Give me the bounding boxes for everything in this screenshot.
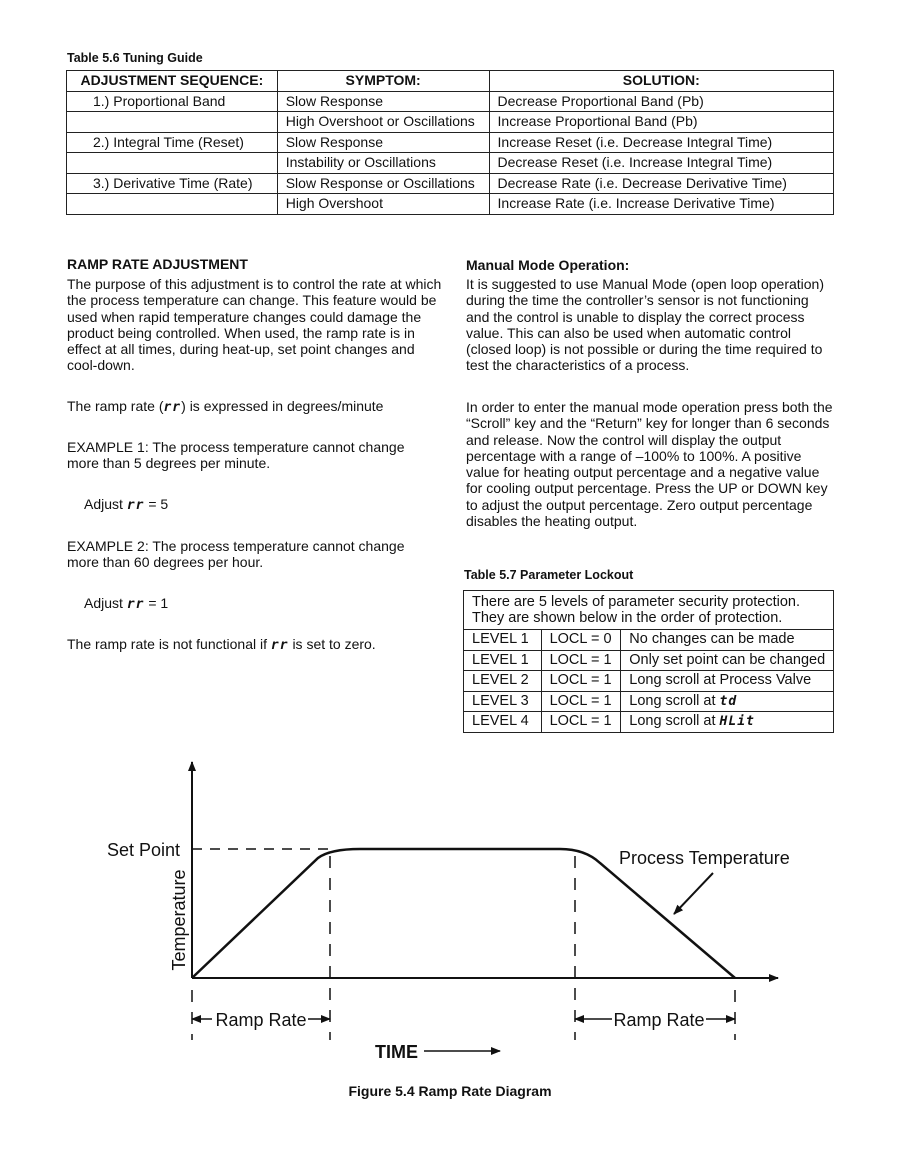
ramp-expressed-after: ) is expressed in degrees/minute bbox=[181, 398, 384, 414]
parameter-lockout-table bbox=[463, 590, 834, 733]
level-cell: LEVEL 2 bbox=[464, 671, 542, 692]
rr-symbol: rr bbox=[163, 400, 182, 415]
adjustment-cell: 3.) Derivative Time (Rate) bbox=[67, 173, 278, 194]
manual-mode-heading: Manual Mode Operation: bbox=[466, 257, 630, 273]
description-cell bbox=[621, 691, 834, 712]
ramp-rate-expressed bbox=[67, 398, 383, 416]
manual-mode-para-2: In order to enter the manual mode operation press both the “Scroll” key and the “Return” key for longer than 6 seconds and release. Now the control will display the output percentage with a range of –100% to 100%. A positive value for heating output percentage and a negative value for cooling output percentage. Press the UP or DOWN key to adjust the output percentage. Zero output percentage disables the heating output. bbox=[466, 399, 833, 530]
example-2: EXAMPLE 2: The process temperature cannot change more than 60 degrees per hour. bbox=[67, 538, 405, 571]
set-point-label: Set Point bbox=[107, 840, 181, 860]
table-row bbox=[67, 153, 834, 174]
ramp-nonfunctional-note bbox=[67, 636, 376, 654]
solution-cell: Increase Rate (i.e. Increase Derivative Time) bbox=[489, 194, 833, 215]
adjust-example-1 bbox=[84, 496, 168, 514]
symptom-cell: High Overshoot bbox=[277, 194, 489, 215]
table-row bbox=[67, 112, 834, 133]
lockout-row bbox=[464, 712, 834, 733]
nonfunc-after: is set to zero. bbox=[292, 636, 376, 652]
solution-cell: Decrease Proportional Band (Pb) bbox=[489, 91, 833, 112]
description-cell bbox=[621, 650, 834, 671]
manual-mode-para-1: It is suggested to use Manual Mode (open loop operation) during the time the controller’s sensor is not functioning and the control is unable to display the correct process value. This can also be used when automatic control (closed loop) is not possible or during the time required to test the characteristics of a process. bbox=[466, 276, 825, 374]
rr-symbol: rr bbox=[126, 597, 145, 612]
solution-cell: Increase Reset (i.e. Decrease Integral Time) bbox=[489, 132, 833, 153]
adjustment-cell: 2.) Integral Time (Reset) bbox=[67, 132, 278, 153]
table-row bbox=[67, 173, 834, 194]
header-solution: SOLUTION: bbox=[489, 71, 833, 92]
lockout-row bbox=[464, 650, 834, 671]
locl-cell: LOCL = 0 bbox=[541, 630, 621, 651]
table-5-7-caption: Table 5.7 Parameter Lockout bbox=[464, 568, 634, 582]
symptom-cell: Slow Response or Oscillations bbox=[277, 173, 489, 194]
ramp-rate-label-left: Ramp Rate bbox=[215, 1010, 307, 1030]
lockout-row bbox=[464, 671, 834, 692]
display-code: td bbox=[719, 693, 738, 709]
description-cell bbox=[621, 630, 834, 651]
description-text: No changes can be made bbox=[629, 631, 795, 647]
description-text: Long scroll at bbox=[629, 692, 716, 709]
ramp-rate-diagram bbox=[0, 740, 900, 1120]
lockout-row bbox=[464, 630, 834, 651]
description-text: Long scroll at bbox=[629, 713, 716, 729]
lockout-row bbox=[464, 691, 834, 712]
table-header-row bbox=[67, 71, 834, 92]
lockout-intro-line-1: There are 5 levels of parameter security protection. bbox=[472, 594, 801, 610]
rr-symbol: rr bbox=[270, 638, 289, 653]
table-row bbox=[67, 194, 834, 215]
process-temperature-pointer bbox=[674, 873, 713, 914]
adjustment-cell bbox=[67, 194, 278, 215]
lockout-intro-cell bbox=[464, 591, 834, 630]
adjust-example-2 bbox=[84, 595, 168, 613]
adjust-prefix: Adjust bbox=[84, 496, 123, 512]
process-temperature-label: Process Temperature bbox=[619, 848, 790, 868]
ramp-rate-intro: The purpose of this adjustment is to control the rate at which the process temperature can change. This feature would be used when rapid temperature changes could damage the product being controlled. When used, the ramp rate is in effect at all times, during heat-up, set point changes and cool-down. bbox=[67, 276, 442, 374]
description-cell bbox=[621, 671, 834, 692]
ramp-rate-label-right: Ramp Rate bbox=[613, 1010, 705, 1030]
tuning-guide-table bbox=[66, 70, 834, 215]
example-1: EXAMPLE 1: The process temperature cannot change more than 5 degrees per minute. bbox=[67, 439, 405, 472]
adjust-value: = 1 bbox=[148, 595, 169, 611]
symptom-cell: Slow Response bbox=[277, 91, 489, 112]
level-cell: LEVEL 4 bbox=[464, 712, 542, 733]
locl-cell: LOCL = 1 bbox=[541, 671, 621, 692]
ramp-rate-heading: RAMP RATE ADJUSTMENT bbox=[67, 256, 248, 272]
adjustment-cell bbox=[67, 153, 278, 174]
level-cell: LEVEL 1 bbox=[464, 650, 542, 671]
lockout-intro-line-2: They are shown below in the order of protection. bbox=[472, 610, 783, 626]
table-row bbox=[67, 132, 834, 153]
level-cell: LEVEL 1 bbox=[464, 630, 542, 651]
solution-cell: Decrease Reset (i.e. Increase Integral Time) bbox=[489, 153, 833, 174]
adjustment-cell bbox=[67, 112, 278, 133]
nonfunc-before: The ramp rate is not functional if bbox=[67, 636, 267, 652]
header-symptom: SYMPTOM: bbox=[277, 71, 489, 92]
rr-symbol: rr bbox=[126, 498, 145, 513]
level-cell: LEVEL 3 bbox=[464, 691, 542, 712]
ramp-expressed-before: The ramp rate ( bbox=[67, 398, 164, 414]
adjust-value: = 5 bbox=[148, 496, 169, 512]
display-code: HLit bbox=[719, 714, 755, 729]
solution-cell: Decrease Rate (i.e. Decrease Derivative Time) bbox=[489, 173, 833, 194]
locl-cell: LOCL = 1 bbox=[541, 712, 621, 733]
figure-caption: Figure 5.4 Ramp Rate Diagram bbox=[348, 1083, 552, 1099]
locl-cell: LOCL = 1 bbox=[541, 691, 621, 712]
description-text: Only set point can be changed bbox=[629, 651, 826, 668]
table-row bbox=[67, 91, 834, 112]
adjustment-cell: 1.) Proportional Band bbox=[67, 91, 278, 112]
time-label: TIME bbox=[375, 1042, 418, 1062]
table-5-6-caption: Table 5.6 Tuning Guide bbox=[67, 51, 203, 65]
symptom-cell: Instability or Oscillations bbox=[277, 153, 489, 174]
solution-cell: Increase Proportional Band (Pb) bbox=[489, 112, 833, 133]
symptom-cell: Slow Response bbox=[277, 132, 489, 153]
process-temperature-curve bbox=[192, 849, 735, 978]
adjust-prefix: Adjust bbox=[84, 595, 123, 611]
header-adjustment-sequence: ADJUSTMENT SEQUENCE: bbox=[67, 71, 278, 92]
description-text: Long scroll at Process Valve bbox=[629, 672, 812, 688]
y-axis-label: Temperature bbox=[169, 869, 189, 971]
lockout-intro-row bbox=[464, 591, 834, 630]
symptom-cell: High Overshoot or Oscillations bbox=[277, 112, 489, 133]
description-cell bbox=[621, 712, 834, 733]
locl-cell: LOCL = 1 bbox=[541, 650, 621, 671]
